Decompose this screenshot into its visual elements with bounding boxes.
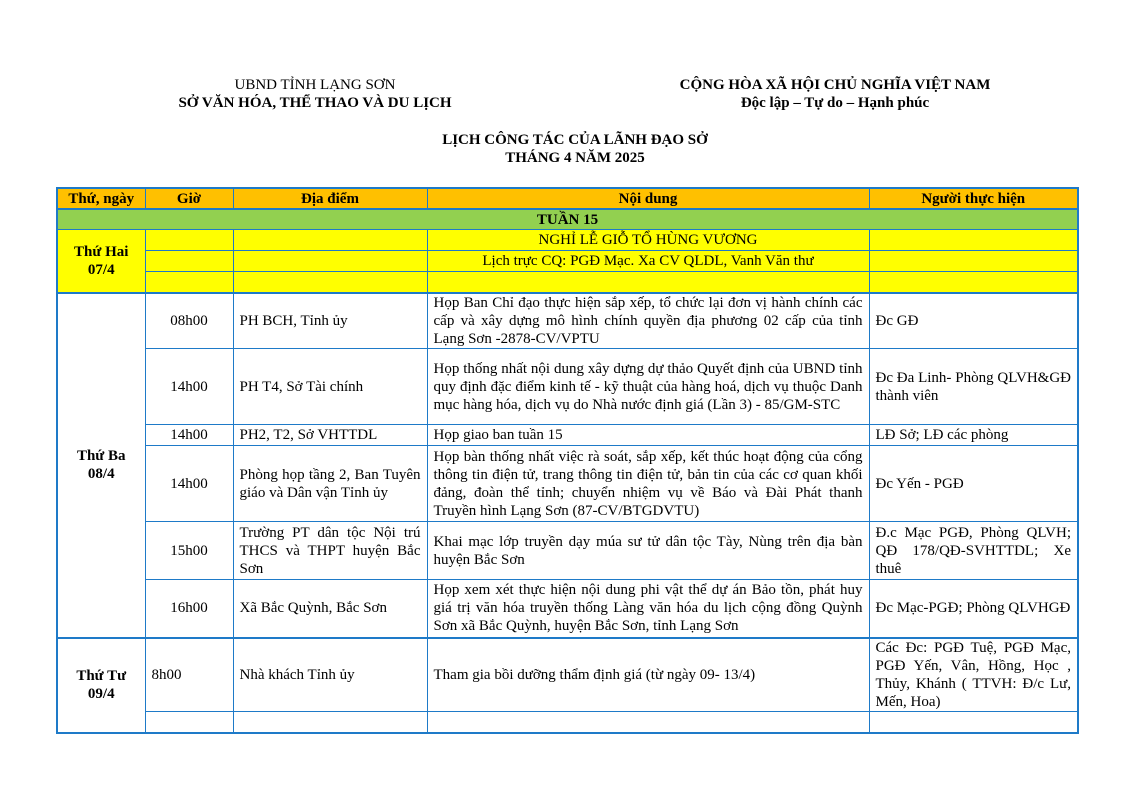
content-cell: Họp giao ban tuần 15 [427, 425, 869, 446]
day-cell [57, 638, 145, 733]
content-cell: Họp xem xét thực hiện nội dung phi vật thể dự án Bảo tồn, phát huy giá trị văn hóa truyền thống Làng văn hóa du lịch cộng đồng Quỳnh Sơn xã Bắc Quỳnh, huyện Bắc Sơn, tỉnh Lạng Sơn [427, 580, 869, 638]
time-cell: 16h00 [145, 580, 233, 638]
time-cell: 8h00 [145, 638, 233, 712]
title-line1: LỊCH CÔNG TÁC CỦA LÃNH ĐẠO SỞ [442, 132, 708, 148]
day-name: Thứ Ba [76, 448, 126, 464]
time-cell [145, 712, 233, 733]
day-date: 09/4 [87, 686, 115, 702]
day-cell [57, 230, 145, 293]
table-row [57, 425, 1078, 446]
place-cell: PH2, T2, Sở VHTTDL [233, 425, 427, 446]
schedule-table [56, 187, 1079, 734]
person-cell [869, 272, 1078, 293]
content-cell: Lịch trực CQ: PGĐ Mạc. Xa CV QLDL, Vanh Văn thư [427, 251, 869, 272]
table-row [57, 230, 1078, 251]
table-row [57, 446, 1078, 522]
content-cell: Khai mạc lớp truyền dạy múa sư tử dân tộc Tày, Nùng trên địa bàn huyện Bắc Sơn [427, 522, 869, 580]
agency-header [140, 76, 490, 112]
col-header-person: Người thực hiện [869, 188, 1078, 209]
place-cell: Nhà khách Tỉnh ủy [233, 638, 427, 712]
content-cell: NGHỈ LỄ GIỖ TỔ HÙNG VƯƠNG [427, 230, 869, 251]
table-row [57, 251, 1078, 272]
time-cell: 14h00 [145, 349, 233, 425]
week-label: TUẦN 15 [57, 209, 1078, 230]
person-cell [869, 251, 1078, 272]
person-cell [869, 712, 1078, 733]
table-row [57, 522, 1078, 580]
table-row [57, 349, 1078, 425]
table-row [57, 272, 1078, 293]
time-cell: 15h00 [145, 522, 233, 580]
place-cell: Xã Bắc Quỳnh, Bắc Sơn [233, 580, 427, 638]
agency-parent: UBND TỈNH LẠNG SƠN [234, 77, 396, 93]
person-cell: Đc Đa Linh- Phòng QLVH&GĐ thành viên [869, 349, 1078, 425]
place-cell [233, 251, 427, 272]
person-cell: Các Đc: PGĐ Tuệ, PGĐ Mạc, PGĐ Yến, Vân, Hồng, Học , Thủy, Khánh ( TTVH: Đ/c Lư, Mến, Hoa) [869, 638, 1078, 712]
content-cell: Họp bàn thống nhất việc rà soát, sắp xếp, kết thúc hoạt động của cổng thông tin điện tử, trang thông tin điện tử, bản tin của các cơ quan khối đảng, đoàn thể tỉnh; chuyển nhiệm vụ về Báo và Đài Phát thanh Truyền hình Lạng Sơn (87-CV/BTGDVTU) [427, 446, 869, 522]
person-cell: Đ.c Mạc PGĐ, Phòng QLVH; QĐ 178/QĐ-SVHTTDL; Xe thuê [869, 522, 1078, 580]
table-row [57, 580, 1078, 638]
header-row [57, 188, 1078, 209]
col-header-time: Giờ [145, 188, 233, 209]
day-date: 08/4 [87, 466, 115, 482]
content-cell [427, 272, 869, 293]
day-name: Thứ Hai [74, 243, 129, 260]
place-cell [233, 272, 427, 293]
place-cell: PH BCH, Tỉnh ủy [233, 293, 427, 349]
national-title: CỘNG HÒA XÃ HỘI CHỦ NGHĨA VIỆT NAM [679, 77, 991, 93]
time-cell: 14h00 [145, 425, 233, 446]
place-cell: PH T4, Sở Tài chính [233, 349, 427, 425]
day-cell [57, 293, 145, 638]
place-cell: Trường PT dân tộc Nội trú THCS và THPT huyện Bắc Sơn [233, 522, 427, 580]
time-cell [145, 272, 233, 293]
time-cell [145, 251, 233, 272]
time-cell [145, 230, 233, 251]
content-cell: Họp Ban Chỉ đạo thực hiện sắp xếp, tổ chức lại đơn vị hành chính các cấp và xây dựng mô hình chính quyền địa phương 02 cấp của tỉnh Lạng Sơn -2878-CV/VPTU [427, 293, 869, 349]
person-cell: Đc Mạc-PGĐ; Phòng QLVHGĐ [869, 580, 1078, 638]
day-date: 07/4 [87, 261, 115, 278]
document-title [300, 131, 850, 167]
table-row [57, 293, 1078, 349]
person-cell: Đc GĐ [869, 293, 1078, 349]
title-line2: THÁNG 4 NĂM 2025 [505, 150, 645, 166]
table-row [57, 638, 1078, 712]
table-row [57, 712, 1078, 733]
agency-name: SỞ VĂN HÓA, THỂ THAO VÀ DU LỊCH [178, 95, 452, 111]
time-cell: 14h00 [145, 446, 233, 522]
week-row [57, 209, 1078, 230]
person-cell: LĐ Sở; LĐ các phòng [869, 425, 1078, 446]
day-name: Thứ Tư [76, 668, 127, 684]
place-cell [233, 712, 427, 733]
place-cell [233, 230, 427, 251]
time-cell: 08h00 [145, 293, 233, 349]
national-motto: Độc lập – Tự do – Hạnh phúc [740, 95, 930, 111]
content-cell [427, 712, 869, 733]
col-header-place: Địa điểm [233, 188, 427, 209]
col-header-day: Thứ, ngày [57, 188, 145, 209]
person-cell [869, 230, 1078, 251]
content-cell: Họp thống nhất nội dung xây dựng dự thảo Quyết định của UBND tỉnh quy định đặc điểm kinh tế - kỹ thuật của hàng hoá, dịch vụ thuộc Danh mục hàng hóa, dịch vụ do Nhà nước định giá (Lần 3) - 85/GM-STC [427, 349, 869, 425]
content-cell: Tham gia bồi dưỡng thẩm định giá (từ ngày 09- 13/4) [427, 638, 869, 712]
col-header-content: Nội dung [427, 188, 869, 209]
person-cell: Đc Yến - PGĐ [869, 446, 1078, 522]
place-cell: Phòng họp tầng 2, Ban Tuyên giáo và Dân vận Tỉnh ủy [233, 446, 427, 522]
national-header [640, 76, 1030, 112]
